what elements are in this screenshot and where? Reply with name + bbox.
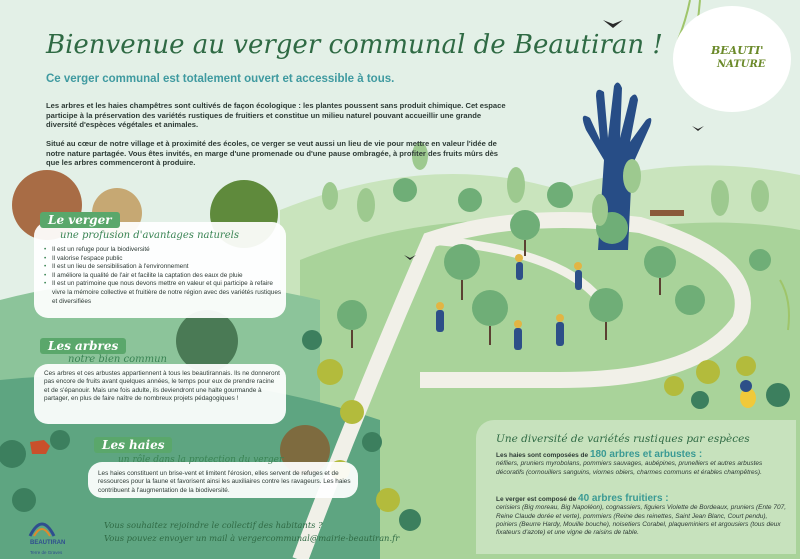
verger-count: 40 arbres fruitiers : (578, 493, 669, 504)
verger-list (44, 246, 282, 306)
diversite-verger (496, 495, 786, 537)
arbres-title: Les arbres (40, 338, 126, 354)
town-name: BEAUTIRAN (30, 540, 66, 546)
verger-subtitle: une profusion d'avantages naturels (60, 230, 239, 241)
haies-species-list: néfliers, pruniers myrobolans, pommiers sauvages, aubépines, prunelliers et autres arbustes décoratifs (cornouillers sanguins, viornes obiers, charmes communs et érables champêtres). (496, 460, 763, 476)
arbres-text: Ces arbres et ces arbustes appartiennent à tous les beautirannais. Ils ne donneront pas encore de fruits avant quelques années, le temps pour eux de prendre racine et de s'épanouir. Mais une fois adulte, ils deviendront une halte gourmande à partager, en plus de faire naître de nombreux projets pédagogiques ! (44, 370, 280, 403)
logo-brand-top: BEAUTI' (711, 44, 764, 57)
contact-line-1: Vous souhaitez rejoindre le collectif des habitants ? (104, 520, 323, 530)
young-tree-photo (176, 310, 238, 372)
verger-lead: Le verger est composé de (496, 496, 579, 503)
page-subtitle: Ce verger communal est totalement ouvert et accessible à tous. (46, 73, 395, 85)
arbres-subtitle: notre bien commun (68, 354, 167, 365)
diversite-title: Une diversité de variétés rustiques par espèces (496, 433, 750, 445)
list-item: • Il améliore la qualité de l'air et facilite la captation des eaux de pluie (44, 272, 282, 281)
list-item: • Il est un patrimoine que nous devons mettre en valeur et qui participe à refaire vivre la mémoire collective et fruitière de notre région avec des variétés rustiques et diversifiées (44, 280, 282, 306)
logo-brand-bottom: NATURE (717, 59, 766, 70)
list-item: • Il est un lieu de sensibilisation à l'environnement (44, 263, 282, 272)
verger-title: Le verger (40, 212, 120, 228)
town-tagline: Terre de Graves (30, 550, 63, 555)
contact-line-2: Vous pouvez envoyer un mail à vergercommunal@mairie-beautiran.fr (104, 533, 400, 543)
haies-count: 180 arbres et arbustes : (589, 449, 703, 460)
list-item: • Il est un refuge pour la biodiversité (44, 246, 282, 255)
haies-subtitle: un rôle dans la protection du verger (118, 455, 284, 465)
haies-text: Les haies constituent un brise-vent et limitent l'érosion, elles servent de refuges et de ressources pour la faune et favorisent ainsi les auxiliaires contre les ravageurs. Les haies contribuent à l'augmentation de la biodiversité. (98, 470, 351, 494)
list-item: • Il valorise l'espace public (44, 255, 282, 264)
page-title: Bienvenue au verger communal de Beautiran ! (46, 30, 663, 60)
haies-lead: Les haies sont composées de (496, 452, 590, 459)
beautiran-logo-icon (24, 508, 60, 540)
diversite-haies (496, 451, 786, 477)
intro-paragraph-1: Les arbres et les haies champêtres sont cultivés de façon écologique : les plantes poussent sans produit chimique. Cet espace participe à la préservation des variétés rustiques de fruitiers et constitue un milieu naturel pouvant accueillir une grande diversité d'espèces végétales et animales. (46, 101, 506, 130)
haies-title: Les haies (94, 437, 172, 453)
intro-paragraph-2: Situé au cœur de notre village et à proximité des écoles, ce verger se veut aussi un lieu de vie pour mettre en valeur l'idée de notre nature partagée. Vous êtes invités, en marge d'une promenade ou d'une pause ombragée, à profiter des fruits mûrs dès que les arbres commenceront à produire. (46, 139, 499, 168)
beauti-nature-logo (673, 6, 791, 112)
verger-species-list: cerisiers (Big moreau, Big Napoléon), cognassiers, figuiers Violette de Bordeaux, pruniers (Ente 707, Reine Claude dorée et verte), pommiers (Reine des reinettes, Saint Jean Blanc, Court pendu), poiriers (Beurre Hardy, Mouille bouche), noisetiers Corabel, plaqueminiers et argousiers (tous deux fixateurs d'azote) et une vigne de raisins de table. (496, 504, 787, 537)
